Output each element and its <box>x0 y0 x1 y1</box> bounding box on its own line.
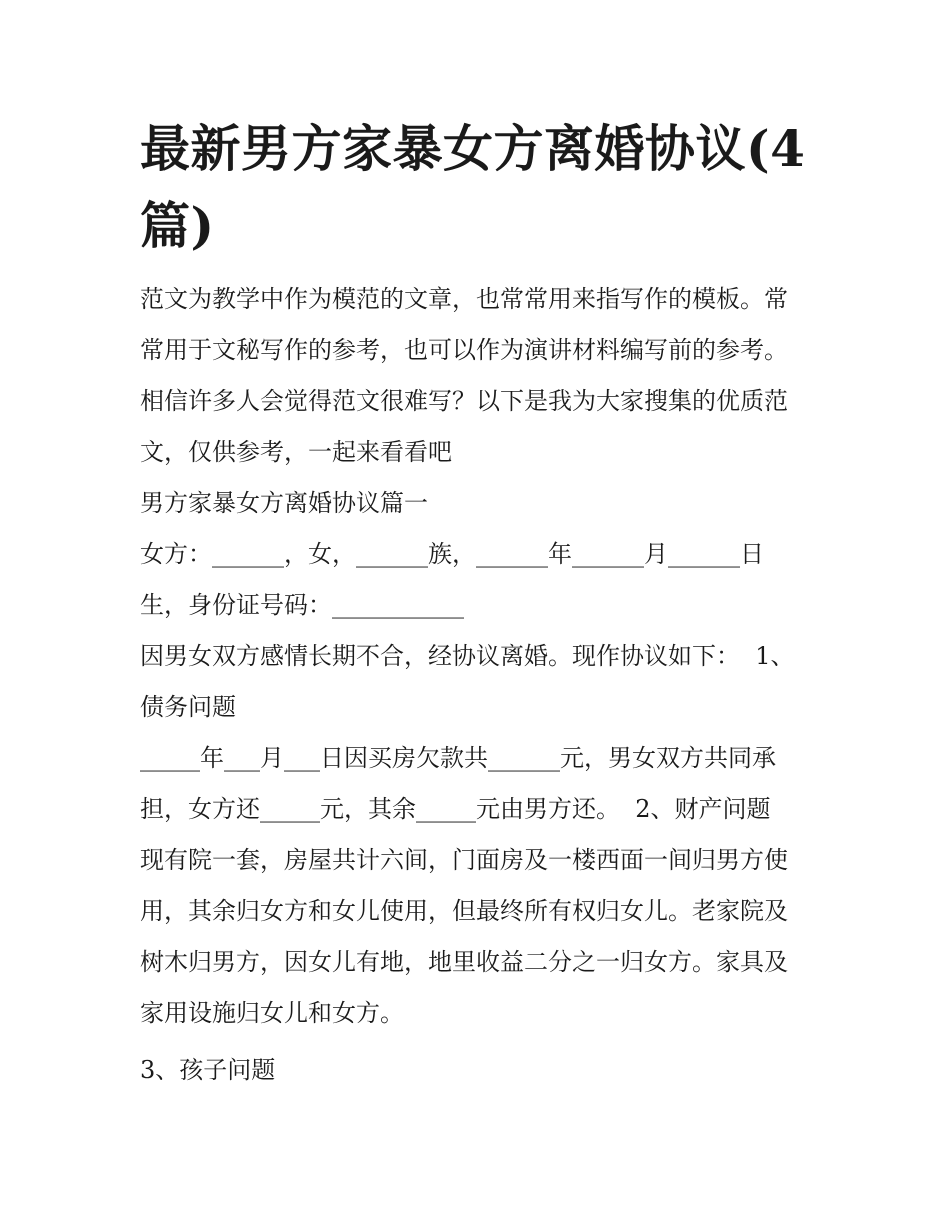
agreement-intro-line-2: 债务问题 <box>140 693 236 721</box>
document-page <box>140 110 820 1096</box>
title-line-1: 最新男方家暴女方离婚协议(4 <box>140 119 806 178</box>
party-female-line-1: 女方：______，女，______族，______年______月______日 <box>140 540 764 568</box>
intro-line-4: 文，仅供参考，一起来看看吧 <box>140 438 452 466</box>
section-heading-1: 男方家暴女方离婚协议篇一 <box>140 489 428 517</box>
party-female-line-2: 生，身份证号码：___________ <box>140 591 464 619</box>
debt-clause-line-1: _____年___月___日因买房欠款共______元，男女双方共同承 <box>140 744 776 772</box>
property-clause-line-2: 用，其余归女方和女儿使用，但最终所有权归女儿。老家院及 <box>140 897 788 925</box>
title-line-2: 篇) <box>140 196 215 255</box>
property-clause-line-1: 现有院一套，房屋共计六间，门面房及一楼西面一间归男方使 <box>140 846 788 874</box>
property-clause-line-3: 树木归男方，因女儿有地，地里收益二分之一归女方。家具及 <box>140 948 788 976</box>
agreement-intro-line-1: 因男女双方感情长期不合，经协议离婚。现作协议如下： 1、 <box>140 642 795 670</box>
document-title <box>140 110 820 264</box>
intro-line-1: 范文为教学中作为模范的文章，也常常用来指写作的模板。常 <box>140 285 788 313</box>
property-clause-line-4: 家用设施归女儿和女方。 <box>140 999 404 1027</box>
intro-line-3: 相信许多人会觉得范文很难写？以下是我为大家搜集的优质范 <box>140 387 788 415</box>
children-clause-heading: 3、孩子问题 <box>140 1056 276 1084</box>
intro-line-2: 常用于文秘写作的参考，也可以作为演讲材料编写前的参考。 <box>140 336 788 364</box>
debt-clause-line-2: 担，女方还_____元，其余_____元由男方还。 2、财产问题 <box>140 795 771 823</box>
